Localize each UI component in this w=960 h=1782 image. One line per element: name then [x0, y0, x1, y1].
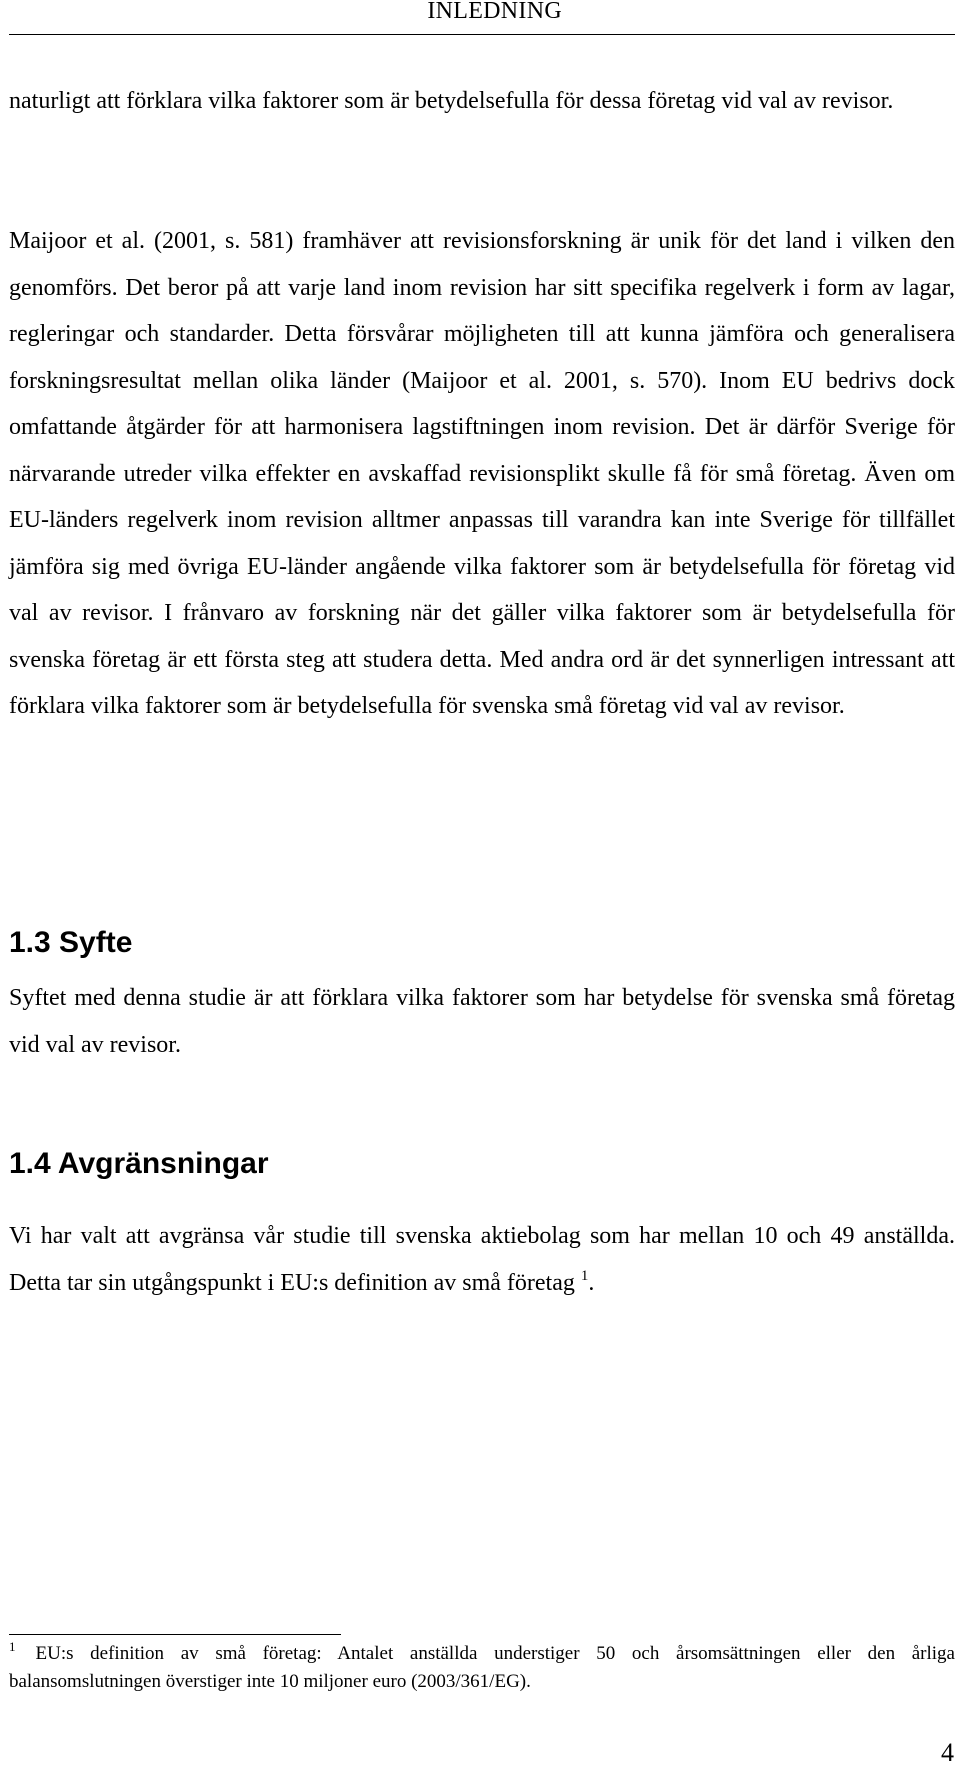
footnote-marker: 1	[9, 1639, 16, 1654]
footnote-text: EU:s definition av små företag: Antalet anställda understiger 50 och årsomsättningen eller den årliga balansomslutningen överstiger inte 10 miljoner euro (2003/361/EG).	[9, 1643, 955, 1692]
paragraph-avgransningar-text: Vi har valt att avgränsa vår studie till svenska aktiebolag som har mellan 10 och 49 anställda. Detta tar sin utgångspunkt i EU:s definition av små företag	[9, 1223, 955, 1296]
paragraph-continuation: naturligt att förklara vilka faktorer som är betydelsefulla för dessa företag vid val av revisor.	[9, 88, 894, 114]
section-heading-syfte: 1.3 Syfte	[9, 926, 133, 959]
page-number: 4	[941, 1738, 954, 1767]
paragraph-avgransningar-end: .	[588, 1269, 595, 1296]
paragraph-avgransningar	[9, 1213, 955, 1306]
header-rule	[9, 34, 955, 35]
footnote-reference[interactable]: 1	[580, 1267, 589, 1284]
footnote-separator	[9, 1634, 341, 1635]
footnote	[9, 1640, 955, 1696]
section-heading-avgransningar: 1.4 Avgränsningar	[9, 1147, 269, 1180]
running-header	[0, 0, 960, 34]
paragraph-research-context: Maijoor et al. (2001, s. 581) framhäver att revisionsforskning är unik för det land i vilken den genomförs. Det beror på att varje land inom revision har sitt specifika regelverk i form av lagar, regleringar och standarder. Detta försvårar möjligheten till att kunna jämföra och generalisera forskningsresultat mellan olika länder (Maijoor et al. 2001, s. 570). Inom EU bedrivs dock omfattande åtgärder för att harmonisera lagstiftningen inom revision. Det är därför Sverige för närvarande utreder vilka effekter en avskaffad revisionsplikt skulle få för små företag. Även om EU-länders regelverk inom revision alltmer anpassas till varandra kan inte Sverige för tillfället jämföra sig med övriga EU-länder angående vilka faktorer som är betydelsefulla för företag vid val av revisor. I frånvaro av forskning när det gäller vilka faktorer som är betydelsefulla för svenska företag är ett första steg att studera detta. Med andra ord är det synnerligen intressant att förklara vilka faktorer som är betydelsefulla för svenska små företag vid val av revisor.	[9, 228, 955, 719]
paragraph-syfte: Syftet med denna studie är att förklara vilka faktorer som har betydelse för svenska små företag vid val av revisor.	[9, 985, 955, 1058]
running-header-title: INLEDNING	[427, 0, 562, 24]
